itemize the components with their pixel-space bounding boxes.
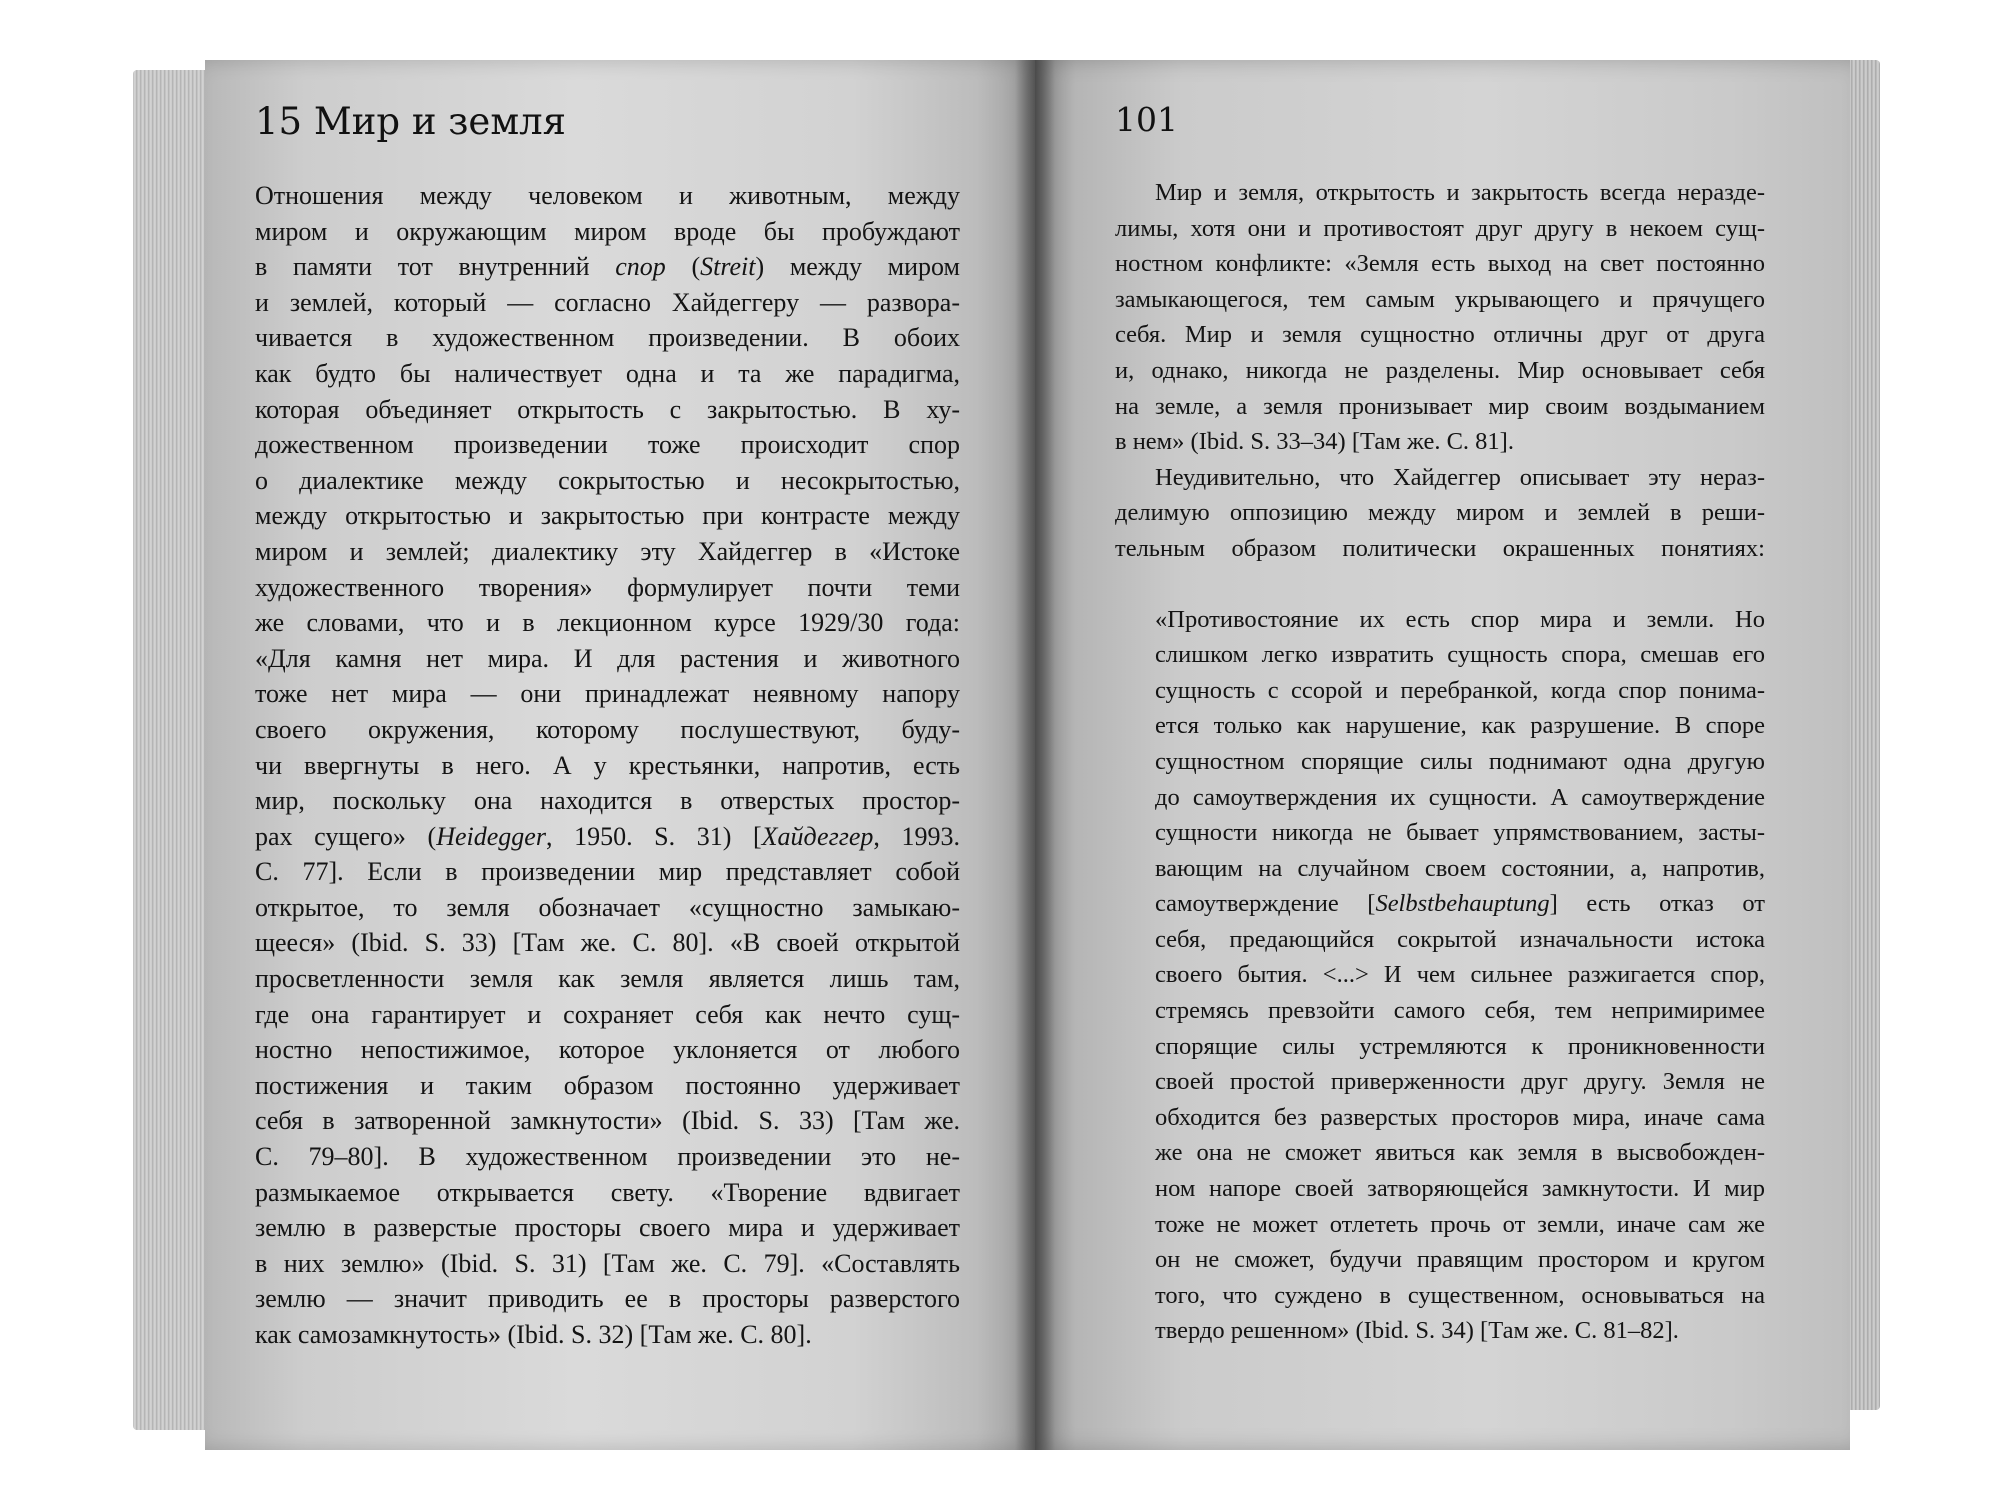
text-run: тоже нет мира — они принадлежат неявному напору — [255, 679, 960, 709]
text-line — [1115, 495, 1765, 531]
text-run: С. 79–80]. В художественном произведении это не- — [255, 1142, 960, 1172]
quote-line — [1155, 1029, 1765, 1065]
left-page — [205, 60, 1035, 1450]
text-run: чи ввергнуты в него. А у крестьянки, напротив, есть — [255, 750, 960, 780]
text-run: просветленности земля как земля является лишь там, — [255, 964, 960, 994]
text-line — [1115, 246, 1765, 282]
text-line — [1115, 460, 1765, 496]
text-run: же она не сможет явиться как земля в высвобожден- — [1155, 1139, 1765, 1167]
quote-line — [1155, 851, 1765, 887]
text-line — [255, 1068, 960, 1104]
text-run: того, что суждено в существенном, основываться на — [1155, 1281, 1765, 1309]
text-run: открытое, то земля обозначает «сущностно замыкаю- — [255, 892, 960, 922]
text-run: он не сможет, будучи правящим простором и кругом — [1155, 1246, 1765, 1274]
text-run: чивается в художественном произведении. В обоих — [255, 323, 960, 353]
quote-line — [1155, 780, 1765, 816]
quote-line — [1155, 602, 1765, 638]
text-run: себя. Мир и земля сущностно отличны друг от друга — [1115, 321, 1765, 349]
text-line — [255, 1246, 960, 1282]
text-run: где она гарантирует и сохраняет себя как нечто сущ- — [255, 999, 960, 1029]
text-run: в нем» (Ibid. S. 33–34) [Там же. С. 81]. — [1115, 428, 1514, 456]
text-run: постижения и таким образом постоянно удерживает — [255, 1070, 960, 1100]
text-line — [255, 854, 960, 890]
quote-line — [1155, 1242, 1765, 1278]
text-line — [255, 178, 960, 214]
text-run: ) между миром — [755, 252, 960, 282]
text-run: которая объединяет открытость с закрытостью. В ху- — [255, 394, 960, 424]
text-run: делимую оппозицию между миром и землей в реши- — [1115, 499, 1765, 527]
text-run: спорящие силы устремляются к проникновенности — [1155, 1032, 1765, 1060]
text-run: ностном конфликте: «Земля есть выход на свет постоянно — [1115, 250, 1765, 278]
text-run: в памяти тот внутренний — [255, 252, 616, 282]
text-run: рах сущего» ( — [255, 821, 437, 851]
text-line — [255, 534, 960, 570]
left-running-head: 15 Мир и земля — [255, 100, 566, 143]
quote-line — [1155, 1135, 1765, 1171]
text-line — [255, 570, 960, 606]
text-line — [1115, 424, 1765, 460]
text-run: ] есть отказ от — [1549, 890, 1765, 918]
text-run: Неудивительно, что Хайдеггер описывает эту нераз- — [1155, 463, 1765, 491]
text-run: между открытостью и закрытостью при контрасте между — [255, 501, 960, 531]
text-line — [255, 285, 960, 321]
text-run: в них землю» (Ibid. S. 31) [Там же. С. 79]. «Составлять — [255, 1248, 960, 1278]
text-run: миром и землей; диалектику эту Хайдеггер в «Истоке — [255, 536, 960, 566]
text-run: землю в разверстые просторы своего мира и удерживает — [255, 1213, 960, 1243]
quote-line — [1155, 1064, 1765, 1100]
quote-line — [1155, 673, 1765, 709]
text-run: и, однако, никогда не разделены. Мир основывает себя — [1115, 356, 1765, 384]
quote-line — [1155, 708, 1765, 744]
text-run: как будто бы наличествует одна и та же парадигма, — [255, 358, 960, 388]
quote-line — [1155, 1207, 1765, 1243]
text-line — [1115, 282, 1765, 318]
text-run: миром и окружающим миром вроде бы пробуждают — [255, 216, 960, 246]
text-line — [255, 1317, 960, 1353]
quote-line — [1155, 886, 1765, 922]
quote-line — [1155, 993, 1765, 1029]
text-line — [1115, 175, 1765, 211]
text-line — [255, 961, 960, 997]
right-body-text — [1115, 175, 1765, 1349]
text-run: ном напоре своей затворяющейся замкнутости. И мир — [1155, 1175, 1765, 1203]
text-run: сущность с ссорой и перебранкой, когда спор понима- — [1155, 676, 1765, 704]
text-line — [255, 997, 960, 1033]
text-run: на земле, а земля пронизывает мир своим воздыманием — [1115, 392, 1765, 420]
text-line — [255, 925, 960, 961]
text-run: и землей, который — согласно Хайдеггеру — развора- — [255, 287, 960, 317]
text-line — [255, 1139, 960, 1175]
text-line — [255, 1281, 960, 1317]
text-run: ( — [665, 252, 701, 282]
quote-line — [1155, 1100, 1765, 1136]
text-run: как самозамкнутость» (Ibid. S. 32) [Там же. С. 80]. — [255, 1320, 812, 1349]
text-run: замыкающегося, тем самым укрывающего и прячущего — [1115, 285, 1765, 313]
text-line — [1115, 317, 1765, 353]
text-run: слишком легко извратить сущность спора, смешав его — [1155, 641, 1765, 669]
italic-run: Хайдеггер — [761, 821, 874, 851]
paragraph-gap — [1115, 567, 1765, 602]
italic-run: Selbstbehauptung — [1375, 890, 1550, 918]
left-body-text — [255, 178, 960, 1353]
text-run: себя в затворенной замкнутости» (Ibid. S. 33) [Там же. — [255, 1106, 960, 1136]
text-run: землю — значит приводить ее в просторы разверстого — [255, 1284, 960, 1314]
text-line — [255, 819, 960, 855]
text-line — [255, 712, 960, 748]
text-run: , 1993. — [873, 821, 960, 851]
text-line — [255, 214, 960, 250]
text-run: до самоутверждения их сущности. А самоутверждение — [1155, 783, 1765, 811]
text-run: «Для камня нет мира. И для растения и животного — [255, 643, 960, 673]
text-run: вающим на случайном своем состоянии, а, напротив, — [1155, 854, 1765, 882]
text-line — [255, 1032, 960, 1068]
text-run: своего окружения, которому послушествуют, буду- — [255, 714, 960, 744]
quote-line — [1155, 815, 1765, 851]
text-run: обходится без разверстых просторов мира, иначе сама — [1155, 1103, 1765, 1131]
text-line — [1115, 211, 1765, 247]
block-quote — [1115, 602, 1765, 1349]
text-run: сущностном спорящие силы поднимают одна другую — [1155, 747, 1765, 775]
text-run: своего бытия. <...> И чем сильнее разжигается спор, — [1155, 961, 1765, 989]
text-line — [255, 1103, 960, 1139]
text-line — [255, 641, 960, 677]
text-run: ется только как нарушение, как разрушение. В споре — [1155, 712, 1765, 740]
text-run: Отношения между человеком и животным, между — [255, 181, 960, 210]
text-line — [255, 392, 960, 428]
text-line — [255, 249, 960, 285]
text-line — [255, 356, 960, 392]
text-line — [1115, 389, 1765, 425]
text-line — [255, 463, 960, 499]
text-run: твердо решенном» (Ibid. S. 34) [Там же. С. 81–82]. — [1155, 1317, 1679, 1345]
text-line — [255, 498, 960, 534]
text-run: тоже не может отлететь прочь от земли, иначе сам же — [1155, 1210, 1765, 1238]
quote-line — [1155, 1278, 1765, 1314]
quote-line — [1155, 922, 1765, 958]
spine-shadow — [1015, 60, 1055, 1450]
text-run: себя, предающийся сокрытой изначальности истока — [1155, 925, 1765, 953]
quote-line — [1155, 957, 1765, 993]
text-line — [255, 427, 960, 463]
text-run: тельным образом политически окрашенных понятиях: — [1115, 534, 1765, 562]
text-run: дожественном произведении тоже происходит спор — [255, 430, 960, 460]
page-number: 101 — [1115, 100, 1178, 139]
text-run: размыкаемое открывается свету. «Творение вдвигает — [255, 1177, 960, 1207]
text-run: «Противостояние их есть спор мира и земли. Но — [1155, 605, 1765, 633]
text-line — [1115, 531, 1765, 567]
text-run: сущности никогда не бывает упрямствованием, засты- — [1155, 819, 1765, 847]
italic-run: Streit — [700, 252, 756, 282]
text-run: своей простой приверженности друг другу. Земля не — [1155, 1068, 1765, 1096]
text-run: , 1950. S. 31) [ — [545, 821, 762, 851]
left-page-edges — [133, 70, 213, 1430]
text-run: С. 77]. Если в произведении мир представляет собой — [255, 857, 960, 887]
quote-line — [1155, 744, 1765, 780]
text-run: мир, поскольку она находится в отверстых простор- — [255, 786, 960, 816]
text-line — [255, 676, 960, 712]
text-line — [255, 1175, 960, 1211]
right-page — [1035, 60, 1850, 1450]
italic-run: спор — [615, 252, 666, 282]
quote-line — [1155, 637, 1765, 673]
text-run: самоутверждение [ — [1155, 890, 1376, 918]
text-run: о диалектике между сокрытостью и несокрытостью, — [255, 465, 960, 495]
text-run: лимы, хотя они и противостоят друг другу в некоем сущ- — [1115, 214, 1765, 242]
quote-line — [1155, 1313, 1765, 1349]
text-line — [1115, 353, 1765, 389]
text-run: Мир и земля, открытость и закрытость всегда нераздe- — [1155, 179, 1765, 206]
text-run: ностно непостижимое, которое уклоняется от любого — [255, 1035, 960, 1065]
text-run: стремясь превзойти самого себя, тем непримиримее — [1155, 997, 1765, 1025]
text-run: щееся» (Ibid. S. 33) [Там же. С. 80]. «В своей открытой — [255, 928, 960, 958]
text-line — [255, 320, 960, 356]
text-line — [255, 890, 960, 926]
text-line — [255, 783, 960, 819]
text-line — [255, 1210, 960, 1246]
text-run: художественного творения» формулирует почти теми — [255, 572, 960, 602]
text-line — [255, 748, 960, 784]
italic-run: Heidegger — [436, 821, 546, 851]
text-run: же словами, что и в лекционном курсе 1929/30 года: — [255, 608, 960, 638]
text-line — [255, 605, 960, 641]
quote-line — [1155, 1171, 1765, 1207]
